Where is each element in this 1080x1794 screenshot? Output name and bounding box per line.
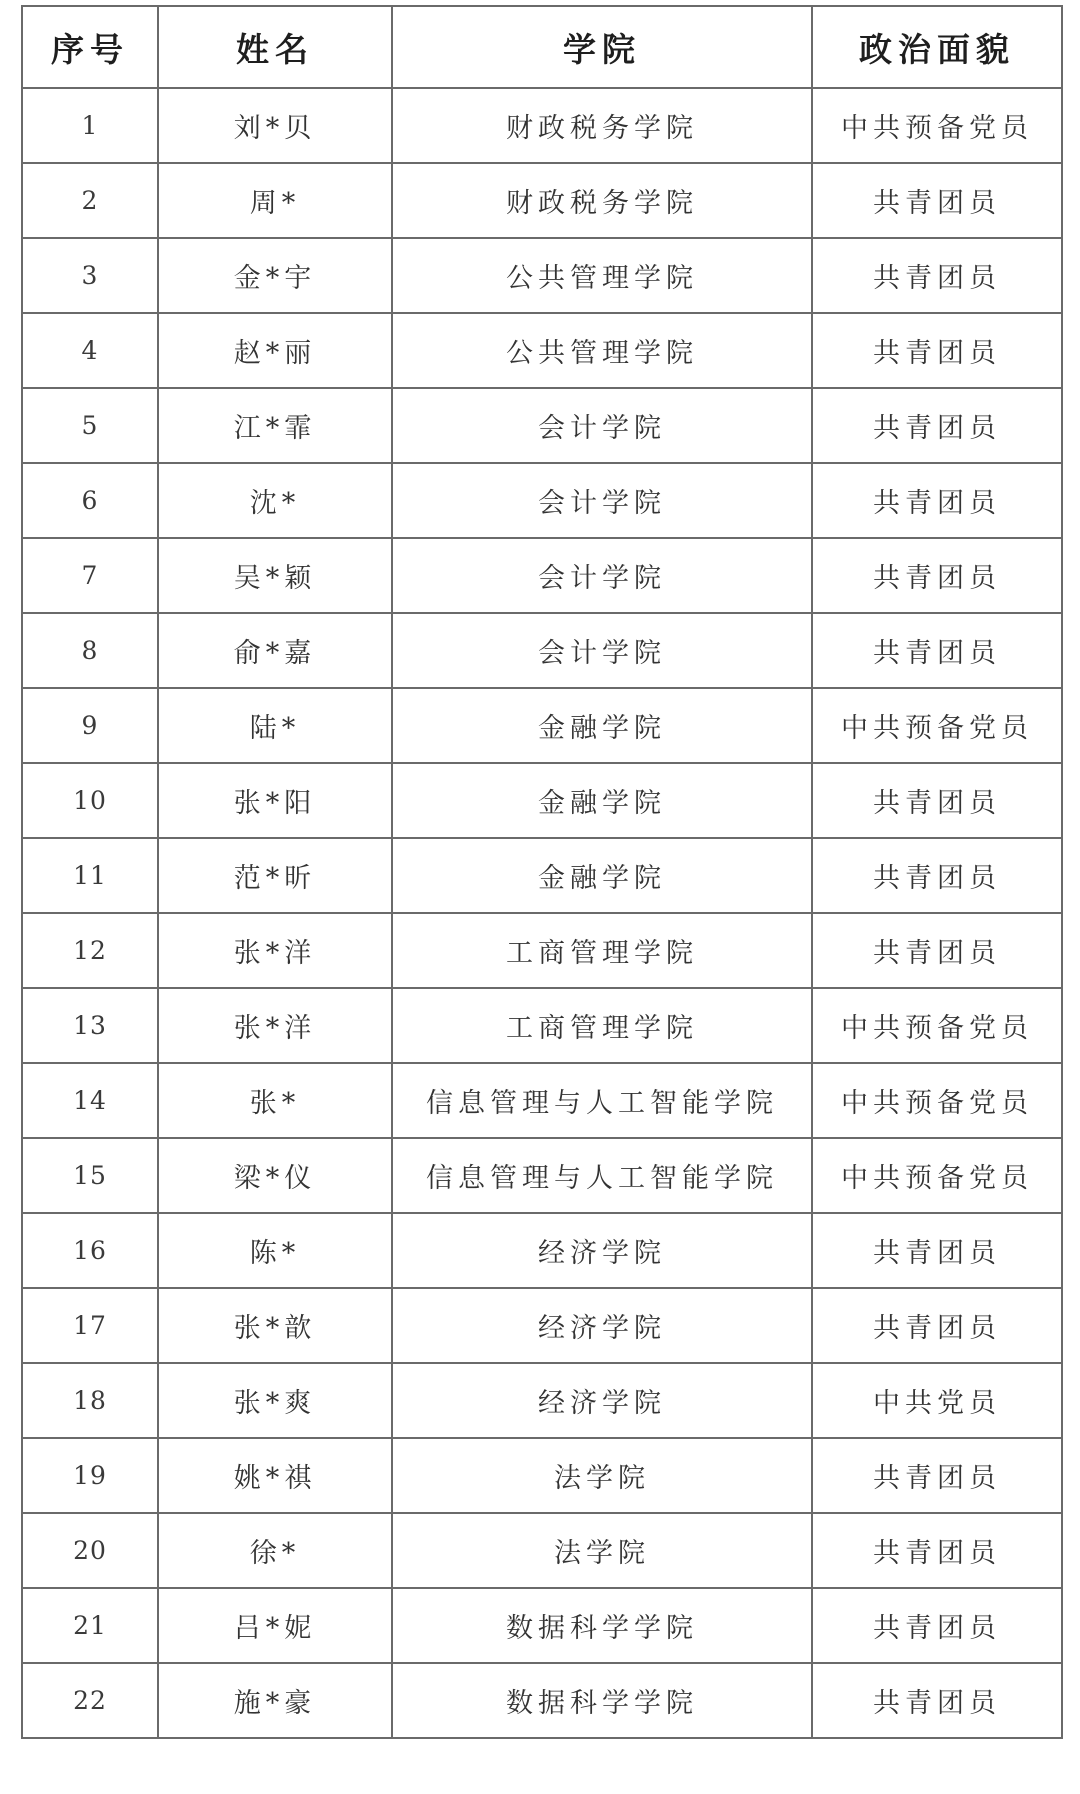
table-row (22, 1138, 1062, 1213)
cell-political-status: 共青团员 (812, 763, 1062, 838)
cell-college: 会计学院 (392, 613, 812, 688)
cell-name: 张*洋 (158, 913, 392, 988)
cell-college: 经济学院 (392, 1363, 812, 1438)
cell-college: 公共管理学院 (392, 238, 812, 313)
cell-serial-number: 6 (22, 463, 158, 538)
cell-serial-number: 17 (22, 1288, 158, 1363)
cell-name: 徐* (158, 1513, 392, 1588)
cell-name: 张*爽 (158, 1363, 392, 1438)
cell-college: 工商管理学院 (392, 913, 812, 988)
table-row (22, 1063, 1062, 1138)
cell-college: 经济学院 (392, 1288, 812, 1363)
table-row (22, 463, 1062, 538)
table-row (22, 1588, 1062, 1663)
cell-political-status: 共青团员 (812, 538, 1062, 613)
cell-college: 法学院 (392, 1513, 812, 1588)
cell-serial-number: 13 (22, 988, 158, 1063)
cell-serial-number: 14 (22, 1063, 158, 1138)
cell-serial-number: 16 (22, 1213, 158, 1288)
cell-serial-number: 20 (22, 1513, 158, 1588)
header-name: 姓名 (158, 6, 392, 88)
cell-political-status: 共青团员 (812, 838, 1062, 913)
cell-college: 数据科学学院 (392, 1663, 812, 1738)
table-row (22, 1363, 1062, 1438)
cell-serial-number: 8 (22, 613, 158, 688)
cell-serial-number: 2 (22, 163, 158, 238)
cell-name: 姚*祺 (158, 1438, 392, 1513)
table-row (22, 1663, 1062, 1738)
cell-college: 信息管理与人工智能学院 (392, 1063, 812, 1138)
cell-political-status: 共青团员 (812, 613, 1062, 688)
cell-name: 俞*嘉 (158, 613, 392, 688)
cell-political-status: 共青团员 (812, 1213, 1062, 1288)
cell-political-status: 共青团员 (812, 463, 1062, 538)
cell-college: 会计学院 (392, 538, 812, 613)
table-row (22, 388, 1062, 463)
cell-political-status: 中共党员 (812, 1363, 1062, 1438)
cell-serial-number: 1 (22, 88, 158, 163)
cell-political-status: 共青团员 (812, 1663, 1062, 1738)
cell-political-status: 共青团员 (812, 388, 1062, 463)
cell-name: 赵*丽 (158, 313, 392, 388)
cell-name: 范*昕 (158, 838, 392, 913)
cell-college: 经济学院 (392, 1213, 812, 1288)
table-row (22, 538, 1062, 613)
cell-college: 会计学院 (392, 463, 812, 538)
header-political-status: 政治面貌 (812, 6, 1062, 88)
cell-college: 金融学院 (392, 838, 812, 913)
cell-name: 张*阳 (158, 763, 392, 838)
cell-serial-number: 15 (22, 1138, 158, 1213)
table-row (22, 688, 1062, 763)
cell-name: 张* (158, 1063, 392, 1138)
cell-college: 金融学院 (392, 763, 812, 838)
cell-college: 工商管理学院 (392, 988, 812, 1063)
cell-college: 法学院 (392, 1438, 812, 1513)
cell-name: 江*霏 (158, 388, 392, 463)
cell-college: 财政税务学院 (392, 163, 812, 238)
cell-serial-number: 5 (22, 388, 158, 463)
cell-college: 财政税务学院 (392, 88, 812, 163)
cell-college: 会计学院 (392, 388, 812, 463)
student-list-table (21, 5, 1063, 1739)
header-college: 学院 (392, 6, 812, 88)
table-row (22, 913, 1062, 988)
table-body (22, 88, 1062, 1738)
cell-political-status: 共青团员 (812, 1438, 1062, 1513)
table-row (22, 838, 1062, 913)
cell-name: 沈* (158, 463, 392, 538)
cell-political-status: 中共预备党员 (812, 88, 1062, 163)
table-row (22, 763, 1062, 838)
cell-serial-number: 12 (22, 913, 158, 988)
cell-serial-number: 21 (22, 1588, 158, 1663)
cell-political-status: 中共预备党员 (812, 1138, 1062, 1213)
cell-name: 周* (158, 163, 392, 238)
table-row (22, 1288, 1062, 1363)
cell-political-status: 共青团员 (812, 313, 1062, 388)
table-row (22, 88, 1062, 163)
cell-serial-number: 19 (22, 1438, 158, 1513)
cell-college: 数据科学学院 (392, 1588, 812, 1663)
cell-name: 张*洋 (158, 988, 392, 1063)
table-row (22, 163, 1062, 238)
table-row (22, 988, 1062, 1063)
cell-name: 刘*贝 (158, 88, 392, 163)
header-serial-number: 序号 (22, 6, 158, 88)
cell-name: 施*豪 (158, 1663, 392, 1738)
cell-name: 陆* (158, 688, 392, 763)
cell-political-status: 共青团员 (812, 1513, 1062, 1588)
cell-political-status: 共青团员 (812, 238, 1062, 313)
table-row (22, 1513, 1062, 1588)
cell-political-status: 中共预备党员 (812, 1063, 1062, 1138)
cell-college: 公共管理学院 (392, 313, 812, 388)
table-header-row (22, 6, 1062, 88)
cell-name: 张*歆 (158, 1288, 392, 1363)
cell-name: 梁*仪 (158, 1138, 392, 1213)
cell-serial-number: 3 (22, 238, 158, 313)
cell-name: 吴*颖 (158, 538, 392, 613)
cell-serial-number: 11 (22, 838, 158, 913)
cell-political-status: 共青团员 (812, 1288, 1062, 1363)
cell-serial-number: 4 (22, 313, 158, 388)
cell-serial-number: 18 (22, 1363, 158, 1438)
cell-name: 吕*妮 (158, 1588, 392, 1663)
cell-political-status: 共青团员 (812, 913, 1062, 988)
table-row (22, 1438, 1062, 1513)
cell-political-status: 中共预备党员 (812, 688, 1062, 763)
cell-political-status: 共青团员 (812, 1588, 1062, 1663)
cell-serial-number: 10 (22, 763, 158, 838)
table-row (22, 313, 1062, 388)
cell-college: 金融学院 (392, 688, 812, 763)
cell-name: 陈* (158, 1213, 392, 1288)
cell-political-status: 共青团员 (812, 163, 1062, 238)
student-list-table-container (21, 5, 1061, 1739)
table-row (22, 238, 1062, 313)
cell-serial-number: 9 (22, 688, 158, 763)
cell-serial-number: 7 (22, 538, 158, 613)
table-row (22, 613, 1062, 688)
table-row (22, 1213, 1062, 1288)
cell-political-status: 中共预备党员 (812, 988, 1062, 1063)
cell-serial-number: 22 (22, 1663, 158, 1738)
cell-college: 信息管理与人工智能学院 (392, 1138, 812, 1213)
cell-name: 金*宇 (158, 238, 392, 313)
